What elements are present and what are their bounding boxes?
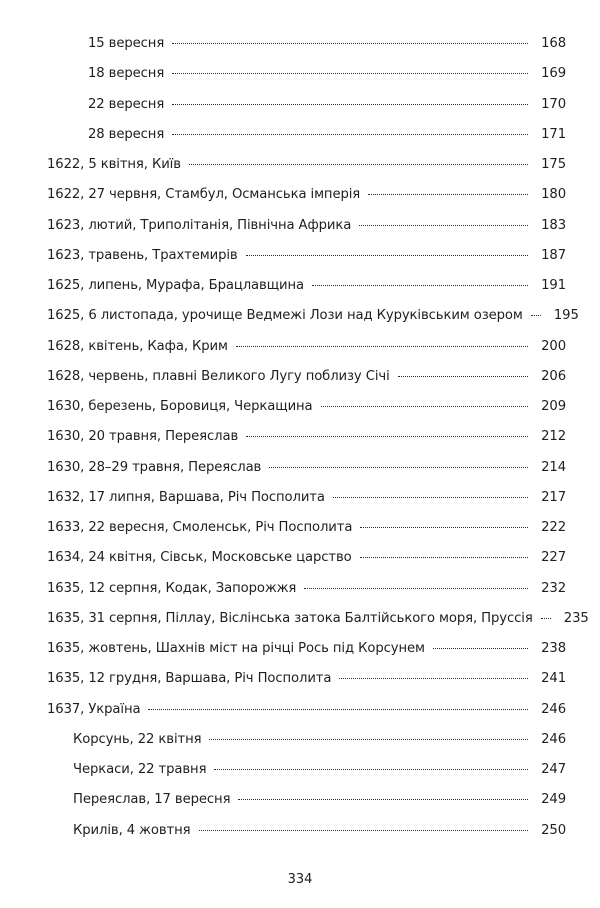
toc-entry[interactable] bbox=[0, 671, 600, 701]
toc-entry[interactable] bbox=[0, 429, 600, 459]
toc-entry-page: 232 bbox=[541, 580, 566, 596]
toc-entry[interactable] bbox=[0, 399, 600, 429]
toc-entry-title: 1628, квітень, Кафа, Крим bbox=[47, 338, 228, 354]
dot-leader bbox=[172, 43, 528, 44]
toc-entry-title: 1633, 22 вересня, Смоленськ, Річ Посполита bbox=[47, 520, 353, 535]
dot-leader bbox=[339, 678, 528, 679]
toc-entry[interactable] bbox=[0, 611, 600, 641]
toc-entry-title: 1635, 31 серпня, Піллау, Віслінська затока Балтійського моря, Пруссія bbox=[47, 610, 533, 626]
toc-entry[interactable] bbox=[0, 248, 600, 278]
toc-entry[interactable] bbox=[0, 66, 600, 96]
toc-entry-title: 1630, 20 травня, Переяслав bbox=[47, 429, 239, 445]
toc-entry-title: 1623, травень, Трахтемирів bbox=[47, 247, 238, 263]
dot-leader bbox=[148, 709, 528, 710]
toc-entry[interactable] bbox=[0, 460, 600, 490]
toc-entry-page: 183 bbox=[541, 217, 566, 233]
dot-leader bbox=[236, 346, 528, 347]
toc-entry[interactable] bbox=[0, 308, 600, 338]
toc-entry[interactable] bbox=[0, 187, 600, 217]
toc-entry[interactable] bbox=[0, 581, 600, 611]
dot-leader bbox=[398, 376, 528, 377]
toc-entry-title: 22 вересня bbox=[88, 96, 165, 112]
toc-entry-title: 18 вересня bbox=[88, 66, 165, 82]
dot-leader bbox=[172, 73, 528, 74]
toc-entry[interactable] bbox=[0, 339, 600, 369]
toc-entry-page: 214 bbox=[541, 459, 566, 475]
toc-entry-page: 246 bbox=[541, 731, 566, 747]
toc-entry-title: 1637, Україна bbox=[47, 701, 141, 717]
toc-entry-page: 168 bbox=[541, 36, 566, 51]
toc-entry[interactable] bbox=[0, 490, 600, 520]
dot-leader bbox=[333, 497, 528, 498]
dot-leader bbox=[531, 315, 541, 316]
dot-leader bbox=[238, 799, 528, 800]
toc-entry[interactable] bbox=[0, 732, 600, 762]
toc-entry-page: 195 bbox=[553, 308, 579, 324]
toc-entry-title: 1628, червень, плавні Великого Лугу поблизу Січі bbox=[47, 368, 390, 384]
toc-entry-page: 200 bbox=[541, 338, 566, 354]
toc-entry-page: 250 bbox=[541, 822, 566, 838]
toc-entry[interactable] bbox=[0, 369, 600, 399]
toc-entry-page: 217 bbox=[541, 489, 566, 505]
dot-leader bbox=[360, 527, 528, 528]
dot-leader bbox=[304, 588, 528, 589]
toc-entry-title: 1625, 6 листопада, урочище Ведмежі Лози над Куруківським озером bbox=[47, 308, 523, 324]
page-number: 334 bbox=[287, 872, 313, 887]
dot-leader bbox=[360, 557, 528, 558]
toc-entry-title: 1625, липень, Мурафа, Брацлавщина bbox=[47, 278, 304, 293]
toc-entry-page: 170 bbox=[541, 96, 566, 112]
toc-entry-page: 206 bbox=[541, 368, 566, 384]
toc-entry-page: 235 bbox=[563, 610, 589, 626]
toc-entry-page: 191 bbox=[541, 278, 566, 293]
dot-leader bbox=[172, 134, 528, 135]
toc-entry-title: 1635, 12 серпня, Кодак, Запорожжя bbox=[47, 580, 297, 596]
toc-entry-title: 1630, березень, Боровиця, Черкащина bbox=[47, 399, 313, 414]
dot-leader bbox=[433, 648, 528, 649]
toc-entry[interactable] bbox=[0, 36, 600, 66]
toc-entry-title: Крилів, 4 жовтня bbox=[73, 822, 191, 838]
toc-entry[interactable] bbox=[0, 97, 600, 127]
dot-leader bbox=[269, 467, 528, 468]
dot-leader bbox=[541, 618, 551, 619]
toc-entry-title: Переяслав, 17 вересня bbox=[73, 792, 231, 808]
dot-leader bbox=[321, 406, 528, 407]
toc-entry[interactable] bbox=[0, 218, 600, 248]
toc-entry-title: 1622, 27 червня, Стамбул, Османська імперія bbox=[47, 187, 361, 203]
table-of-contents bbox=[0, 36, 600, 853]
toc-entry-title: 1635, 12 грудня, Варшава, Річ Посполита bbox=[47, 671, 332, 687]
toc-entry-title: 1632, 17 липня, Варшава, Річ Посполита bbox=[47, 489, 325, 505]
dot-leader bbox=[246, 436, 528, 437]
toc-entry[interactable] bbox=[0, 127, 600, 157]
toc-entry-page: 175 bbox=[541, 157, 566, 172]
toc-entry[interactable] bbox=[0, 550, 600, 580]
toc-entry-title: Корсунь, 22 квітня bbox=[73, 731, 202, 747]
toc-entry-page: 209 bbox=[541, 399, 566, 414]
toc-entry-title: 1634, 24 квітня, Сівськ, Московське царство bbox=[47, 550, 352, 566]
toc-entry-page: 238 bbox=[541, 641, 566, 656]
toc-entry[interactable] bbox=[0, 278, 600, 308]
toc-entry[interactable] bbox=[0, 641, 600, 671]
toc-entry-title: 1635, жовтень, Шахнів міст на річці Рось під Корсунем bbox=[47, 641, 425, 656]
toc-entry-title: 1630, 28–29 травня, Переяслав bbox=[47, 459, 262, 475]
toc-entry-title: Черкаси, 22 травня bbox=[73, 762, 207, 777]
toc-entry-title: 1623, лютий, Триполітанія, Північна Африка bbox=[47, 217, 352, 233]
toc-entry-page: 187 bbox=[541, 247, 566, 263]
dot-leader bbox=[209, 739, 528, 740]
toc-entry-title: 15 вересня bbox=[88, 36, 165, 51]
toc-entry-title: 1622, 5 квітня, Київ bbox=[47, 157, 181, 172]
toc-entry-page: 212 bbox=[541, 429, 566, 445]
dot-leader bbox=[246, 255, 528, 256]
toc-entry-page: 246 bbox=[541, 701, 566, 717]
dot-leader bbox=[359, 225, 528, 226]
toc-entry-page: 222 bbox=[541, 520, 566, 535]
toc-entry[interactable] bbox=[0, 157, 600, 187]
toc-entry-page: 241 bbox=[541, 671, 566, 687]
dot-leader bbox=[199, 830, 529, 831]
dot-leader bbox=[368, 194, 528, 195]
dot-leader bbox=[312, 285, 528, 286]
toc-entry-page: 169 bbox=[541, 66, 566, 82]
toc-entry[interactable] bbox=[0, 520, 600, 550]
toc-entry-page: 227 bbox=[541, 550, 566, 566]
dot-leader bbox=[189, 164, 528, 165]
toc-entry-page: 180 bbox=[541, 187, 566, 203]
dot-leader bbox=[214, 769, 528, 770]
toc-entry-page: 249 bbox=[541, 792, 566, 808]
dot-leader bbox=[172, 104, 528, 105]
toc-entry[interactable] bbox=[0, 762, 600, 792]
toc-entry[interactable] bbox=[0, 702, 600, 732]
toc-entry[interactable] bbox=[0, 792, 600, 822]
toc-entry-title: 28 вересня bbox=[88, 126, 165, 142]
toc-entry-page: 171 bbox=[541, 126, 566, 142]
toc-entry-page: 247 bbox=[541, 762, 566, 777]
toc-entry[interactable] bbox=[0, 823, 600, 853]
